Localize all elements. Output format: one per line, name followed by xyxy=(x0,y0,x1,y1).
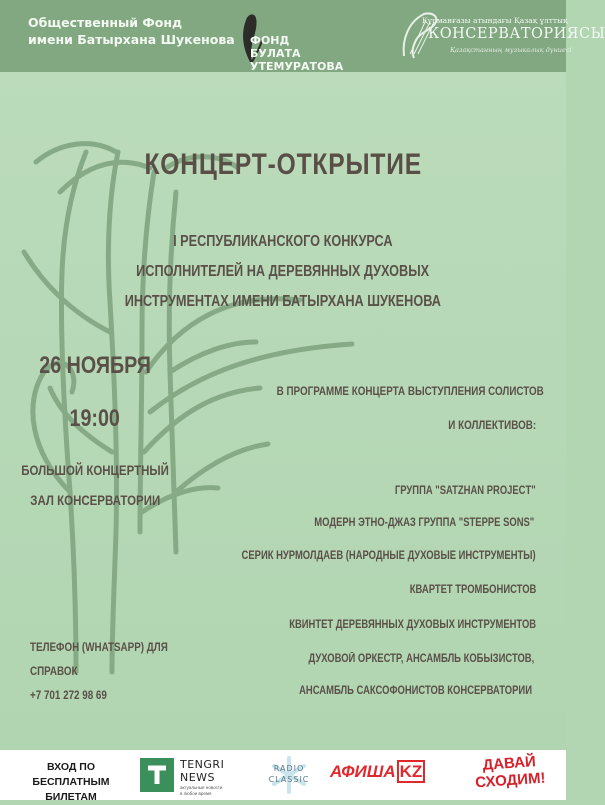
davai-line2: СХОДИМ! xyxy=(474,769,547,792)
event-subtitle-line2: ИСПОЛНИТЕЛЕЙ НА ДЕРЕВЯННЫХ ДУХОВЫХ xyxy=(136,263,430,280)
davai-line1: ДАВАЙ xyxy=(482,753,537,774)
program-intro-line2: И КОЛЛЕКТИВОВ: xyxy=(448,418,536,432)
event-subtitle-line3: ИНСТРУМЕНТАХ ИМЕНИ БАТЫРХАНА ШУКЕНОВА xyxy=(124,293,442,310)
logo-header xyxy=(0,0,605,73)
program-item: ГРУППА "SATZHAN PROJECT" xyxy=(395,485,536,497)
radio-line2: CLASSIC xyxy=(268,775,310,784)
bulat-fund-logo xyxy=(236,8,386,73)
conservatory-logo xyxy=(398,8,605,66)
tengri-news: NEWS xyxy=(180,771,216,784)
venue-line2: ЗАЛ КОНСЕРВАТОРИИ xyxy=(30,492,160,508)
program-item: ДУХОВОЙ ОРКЕСТР, АНСАМБЛЬ КОБЫЗИСТОВ, xyxy=(308,653,534,665)
conservatory-top: Құрманғазы атындағы Қазақ ұлттық xyxy=(422,16,568,25)
event-subtitle-line1: I РЕСПУБЛИКАНСКОГО КОНКУРСА xyxy=(173,233,393,250)
bulat-fund-line2: БУЛАТА УТЕМУРАТОВА xyxy=(250,47,344,73)
program-item: КВИНТЕТ ДЕРЕВЯННЫХ ДУХОВЫХ ИНСТРУМЕНТОВ xyxy=(289,619,536,631)
free-entry-line2: БИЛЕТАМ xyxy=(45,791,97,803)
program-intro-line1: В ПРОГРАММЕ КОНЦЕРТА ВЫСТУПЛЕНИЯ СОЛИСТОВ xyxy=(276,384,544,398)
fund-name-line1: Общественный Фонд xyxy=(28,15,183,30)
radio-line1: RADIO xyxy=(273,764,305,773)
radio-classic-logo[interactable] xyxy=(258,754,320,796)
conservatory-sub: Қазақстанның музыкалық дүниесі xyxy=(450,46,572,54)
tengri-icon xyxy=(140,758,174,792)
afisha-kz-logo[interactable] xyxy=(330,762,442,788)
contact-line1: ТЕЛЕФОН (WHATSAPP) ДЛЯ xyxy=(30,640,168,654)
contact-phone[interactable]: +7 701 272 98 69 xyxy=(30,688,107,702)
event-date: 26 НОЯБРЯ xyxy=(39,352,151,379)
tengri-tagline-line1: актуальные новости xyxy=(180,785,223,790)
contact-line2: СПРАВОК xyxy=(30,664,78,678)
event-title: КОНЦЕРТ-ОТКРЫТИЕ xyxy=(144,148,422,181)
davai-skhodim-logo[interactable] xyxy=(459,752,562,799)
afisha-main: АФИША xyxy=(330,762,396,781)
free-entry-note xyxy=(12,760,130,805)
shukenov-fund-logo xyxy=(28,14,235,48)
sponsor-footer xyxy=(0,750,566,803)
tengri-name: TENGRI xyxy=(180,758,225,771)
program-item: КВАРТЕТ ТРОМБОНИСТОВ xyxy=(409,584,536,596)
conservatory-name: КОНСЕРВАТОРИЯСЫ xyxy=(428,26,605,42)
event-time: 19:00 xyxy=(69,405,121,432)
free-entry-line1: ВХОД ПО БЕСПЛАТНЫМ xyxy=(32,761,110,788)
bulat-fund-line1: ФОНД xyxy=(250,34,290,47)
tengri-tagline-line2: в любое время xyxy=(180,791,212,796)
afisha-kz: KZ xyxy=(397,760,426,783)
program-item: АНСАМБЛЬ САКСОФОНИСТОВ КОНСЕРВАТОРИИ xyxy=(299,685,532,697)
fund-name-line2: имени Батырхана Шукенова xyxy=(28,32,235,47)
program-item: СЕРИК НУРМОЛДАЕВ (НАРОДНЫЕ ДУХОВЫЕ ИНСТРУМЕНТЫ) xyxy=(241,550,536,562)
venue-line1: БОЛЬШОЙ КОНЦЕРТНЫЙ xyxy=(21,462,169,478)
program-item: МОДЕРН ЭТНО-ДЖАЗ ГРУППА "STEPPE SONS" xyxy=(314,517,534,529)
tengri-news-logo[interactable] xyxy=(140,756,250,796)
